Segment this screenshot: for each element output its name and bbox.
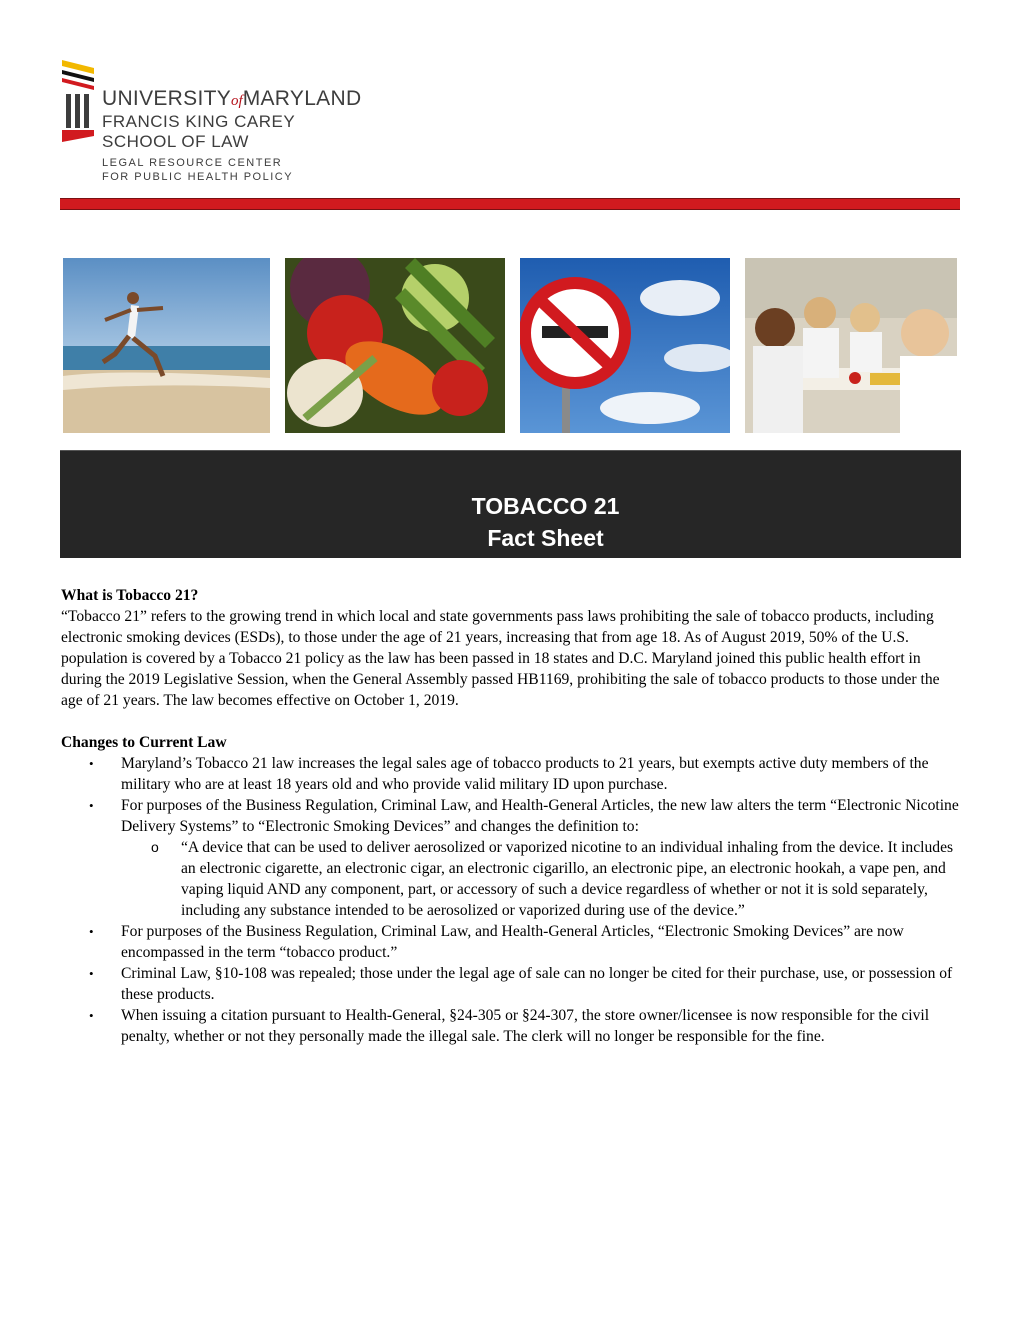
children-eating-lunch-photo	[745, 258, 957, 433]
list-item	[61, 963, 961, 1005]
document-body	[61, 585, 961, 1047]
university-logo	[60, 58, 390, 182]
document-title: TOBACCO 21	[471, 493, 620, 519]
bullet-marker: •	[89, 924, 94, 939]
definition-sublist	[121, 837, 961, 921]
bullet-marker: •	[89, 966, 94, 981]
definition-text: “A device that can be used to deliver aerosolized or vaporized nicotine to an individual inhaling from the device. It includes an electronic cigarette, an electronic cigar, an electronic cigarillo, an electronic pipe, an electronic hookah, a vape pen, and vaping liquid AND any component, part, or accessory of such a device regardless of whether or not it is sold separately, including any substance intended to be aerosolized or vaporized during use of the device.”	[181, 839, 954, 919]
bullet-marker: •	[89, 756, 94, 771]
list-item-text: When issuing a citation pursuant to Health-General, §24-305 or §24-307, the store owner/licensee is now responsible for the civil penalty, whether or not they personally made the illegal sale. The clerk will no longer be responsible for the fine.	[121, 1007, 930, 1045]
document-subtitle: Fact Sheet	[487, 525, 604, 551]
list-item-text: Maryland’s Tobacco 21 law increases the legal sales age of tobacco products to 21 years, but exempts active duty members of the military who are at least 18 years old and who provide valid military ID upon purchase.	[121, 755, 929, 793]
section-heading-changes: Changes to Current Law	[61, 734, 227, 751]
bullet-marker: •	[89, 798, 94, 813]
logo-line-2: FRANCIS KING CAREY	[102, 112, 296, 131]
logo-line-5: FOR PUBLIC HEALTH POLICY	[102, 171, 294, 183]
list-item-text: For purposes of the Business Regulation, Criminal Law, and Health-General Articles, the new law alters the term “Electronic Nicotine Delivery Systems” to “Electronic Smoking Devices” and changes the definition to:	[121, 797, 959, 835]
section-paragraph-what-is: “Tobacco 21” refers to the growing trend in which local and state governments pass laws prohibiting the sale of tobacco products, including electronic smoking devices (ESDs), to those under the age of 21 years, increasing that from age 18. As of August 2019, 50% of the U.S. population is covered by a Tobacco 21 policy as the law has been passed in 18 states and D.C. Maryland joined this public health effort in during the 2019 Legislative Session, when the General Assembly passed HB1169, prohibiting the sale of tobacco products to those under the age of 21 years. The law becomes effective on October 1, 2019.	[61, 608, 940, 709]
runner-on-beach-photo	[63, 258, 270, 433]
list-item	[61, 753, 961, 795]
logo-line-4: LEGAL RESOURCE CENTER	[102, 157, 283, 169]
list-item	[61, 1005, 961, 1047]
list-item-text: For purposes of the Business Regulation, Criminal Law, and Health-General Articles, “Electronic Smoking Devices” are now encompassed in the term “tobacco product.”	[121, 923, 904, 961]
sub-bullet-marker: o	[151, 839, 159, 855]
logo-line-1: UNIVERSITYofMARYLAND	[102, 87, 362, 110]
header-divider	[60, 198, 960, 210]
bullet-marker: •	[89, 1008, 94, 1023]
university-columns-icon	[60, 58, 96, 144]
logo-line-3: SCHOOL OF LAW	[102, 132, 249, 151]
section-heading-what-is: What is Tobacco 21?	[61, 587, 199, 604]
logo-wordmark	[102, 88, 361, 184]
list-item-text: Criminal Law, §10-108 was repealed; those under the legal age of sale can no longer be cited for their purchase, use, or possession of these products.	[121, 965, 953, 1003]
no-smoking-sign-photo	[520, 258, 730, 433]
sub-list-item	[121, 837, 961, 921]
vegetables-photo	[285, 258, 505, 433]
list-item	[61, 795, 961, 921]
list-item	[61, 921, 961, 963]
changes-list	[61, 753, 961, 1047]
title-banner	[60, 450, 961, 558]
